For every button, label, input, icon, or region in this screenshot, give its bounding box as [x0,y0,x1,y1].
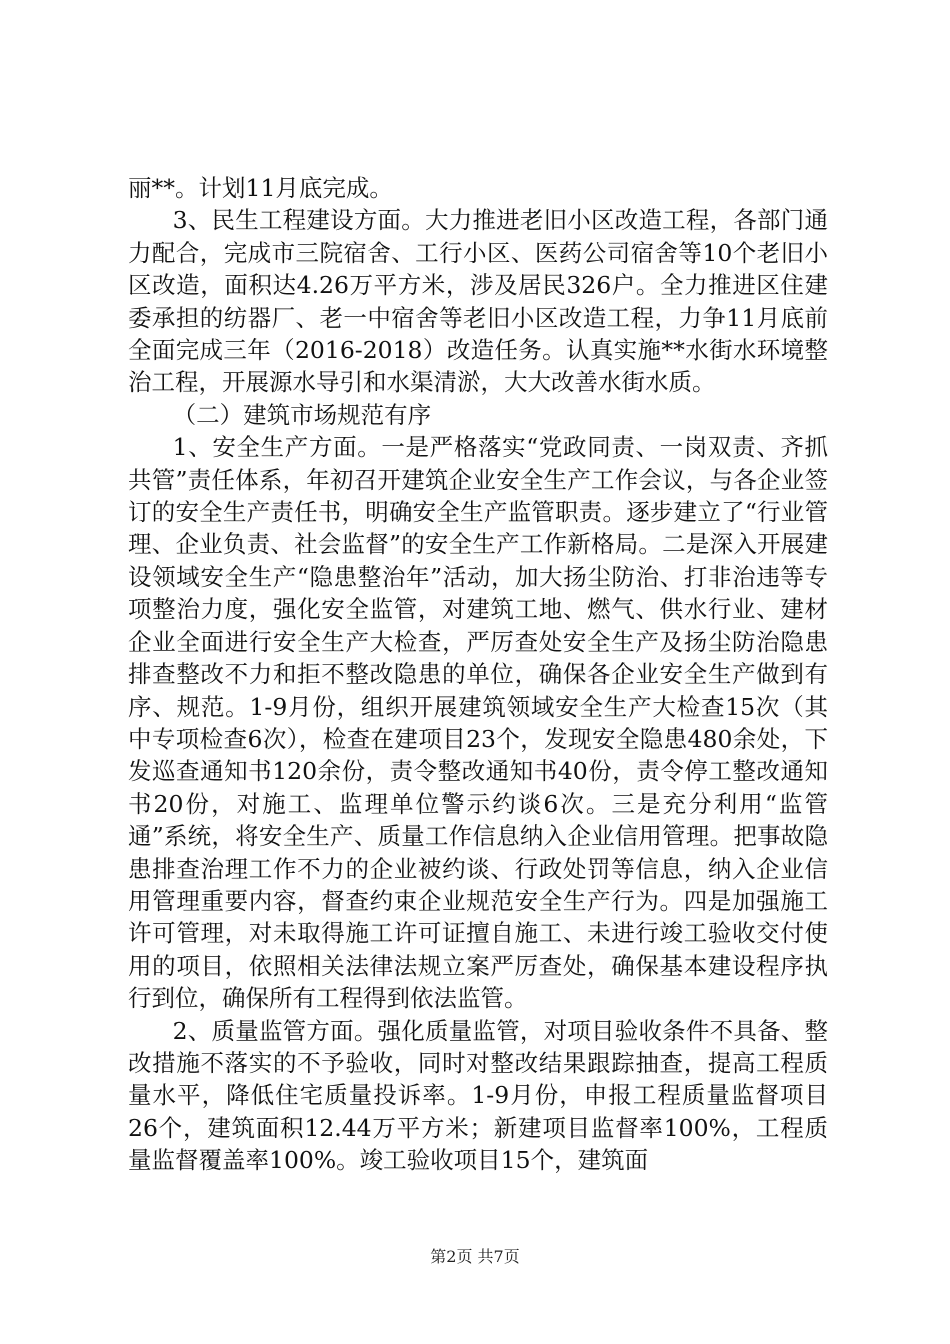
paragraph-livelihood-projects: 3、民生工程建设方面。大力推进老旧小区改造工程，各部门通力配合，完成市三院宿舍、工行小区、医药公司宿舍等10个老旧小区改造，面积达4.26万平方米，涉及居民326户。全力推进区住建委承担的纺器厂、老一中宿舍等老旧小区改造工程，力争11月底前全面完成三年（2016-2018）改造任务。认真实施**水街水环境整治工程，开展源水导引和水渠清淤，大大改善水街水质。 [128,206,828,397]
page-number-footer: 第2页 共7页 [430,1247,520,1266]
paragraph-safety-production: 1、安全生产方面。一是严格落实“党政同责、一岗双责、齐抓共管”责任体系，年初召开建筑企业安全生产工作会议，与各企业签订的安全生产责任书，明确安全生产监管职责。逐步建立了“行业管理、企业负责、社会监督”的安全生产工作新格局。二是深入开展建设领域安全生产“隐患整治年”活动，加大扬尘防治、打非治违等专项整治力度，强化安全监管，对建筑工地、燃气、供水行业、建材企业全面进行安全生产大检查，严厉查处安全生产及扬尘防治隐患排查整改不力和拒不整改隐患的单位，确保各企业安全生产做到有序、规范。1-9月份，组织开展建筑领域安全生产大检查15次（其中专项检查6次），检查在建项目23个，发现安全隐患480余处，下发巡查通知书120余份，责令整改通知书40份，责令停工整改通知书20份，对施工、监理单位警示约谈6次。三是充分利用“监管通”系统，将安全生产、质量工作信息纳入企业信用管理。把事故隐患排查治理工作不力的企业被约谈、行政处罚等信息，纳入企业信用管理重要内容，督查约束企业规范安全生产行为。四是加强施工许可管理，对未取得施工许可证擅自施工、未进行竣工验收交付使用的项目，依照相关法律法规立案严厉查处，确保基本建设程序执行到位，确保所有工程得到依法监管。 [128,433,828,1013]
paragraph-continuation: 丽**。计划11月底完成。 [128,174,393,202]
paragraph-quality-supervision: 2、质量监管方面。强化质量监管，对项目验收条件不具备、整改措施不落实的不予验收，同时对整改结果跟踪抽查，提高工程质量水平，降低住宅质量投诉率。1-9月份，申报工程质量监督项目26个，建筑面积12.44万平方米；新建项目监督率100%，工程质量监督覆盖率100%。竣工验收项目15个，建筑面 [128,1016,828,1175]
document-body [128,172,828,1177]
section-heading-construction-market: （二）建筑市场规范有序 [172,400,432,429]
